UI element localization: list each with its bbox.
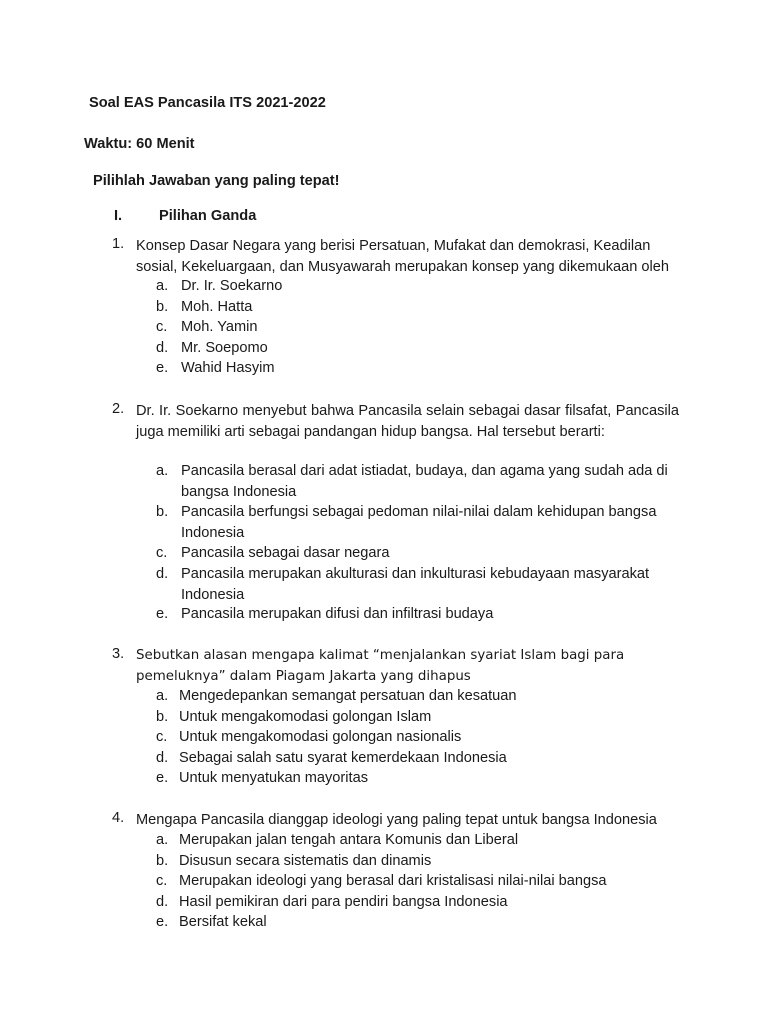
option-letter: d. [156,340,169,356]
option-text: Disusun secara sistematis dan dinamis [179,853,432,869]
option-letter: b. [156,853,169,869]
option-letter: e. [156,360,169,376]
question-text: Konsep Dasar Negara yang berisi Persatuan, Mufakat dan demokrasi, Keadilan sosial, Kekeluargaan, dan Musyawarah merupakan konsep yang dikemukaan oleh [136,238,669,275]
option-text: Moh. Hatta [181,299,253,315]
option-text: Moh. Yamin [181,319,258,335]
option-letter: c. [156,729,168,745]
question-number: 2. [112,401,125,417]
question-number: 4. [112,810,125,826]
option-text: Bersifat kekal [179,914,267,930]
option-letter: e. [156,606,169,622]
option-text: Mengedepankan semangat persatuan dan kesatuan [179,688,517,704]
option-letter: c. [156,545,168,561]
option-text: Pancasila sebagai dasar negara [181,545,390,561]
exam-time: Waktu: 60 Menit [84,136,195,152]
instruction: Pilihlah Jawaban yang paling tepat! [93,173,340,189]
option-text: Merupakan jalan tengah antara Komunis dan Liberal [179,832,519,848]
section-number: I. [114,208,123,224]
question-text: Sebutkan alasan mengapa kalimat “menjalankan syariat Islam bagi para pemeluknya” dalam Piagam Jakarta yang dihapus [136,648,625,684]
option-letter: d. [156,750,169,766]
question-number: 3. [112,646,125,662]
section-title: Pilihan Ganda [159,208,257,224]
question-text: Mengapa Pancasila dianggap ideologi yang paling tepat untuk bangsa Indonesia [136,812,657,828]
option-letter: e. [156,770,169,786]
option-letter: b. [156,299,169,315]
option-letter: d. [156,894,169,910]
option-text: Pancasila berasal dari adat istiadat, budaya, dan agama yang sudah ada di bangsa Indonesia [181,463,668,500]
option-text: Wahid Hasyim [181,360,275,376]
option-text: Pancasila merupakan akulturasi dan inkulturasi kebudayaan masyarakat Indonesia [181,566,650,603]
option-text: Merupakan ideologi yang berasal dari kristalisasi nilai-nilai bangsa [179,873,607,889]
option-text: Untuk mengakomodasi golongan nasionalis [179,729,462,745]
option-text: Pancasila berfungsi sebagai pedoman nilai-nilai dalam kehidupan bangsa Indonesia [181,504,657,541]
option-letter: d. [156,566,169,582]
option-text: Untuk mengakomodasi golongan Islam [179,709,432,725]
option-text: Mr. Soepomo [181,340,268,356]
option-letter: e. [156,914,169,930]
question-number: 1. [112,236,125,252]
option-text: Dr. Ir. Soekarno [181,278,283,294]
option-letter: b. [156,504,169,520]
option-letter: a. [156,688,169,704]
document-title: Soal EAS Pancasila ITS 2021-2022 [89,95,326,111]
option-text: Hasil pemikiran dari para pendiri bangsa Indonesia [179,894,508,910]
question-text: Dr. Ir. Soekarno menyebut bahwa Pancasila selain sebagai dasar filsafat, Pancasila juga memiliki arti sebagai pandangan hidup bangsa. Hal tersebut berarti: [136,403,679,440]
option-letter: b. [156,709,169,725]
option-text: Sebagai salah satu syarat kemerdekaan Indonesia [179,750,507,766]
option-letter: a. [156,278,169,294]
option-text: Pancasila merupakan difusi dan infiltrasi budaya [181,606,494,622]
option-letter: a. [156,463,169,479]
option-text: Untuk menyatukan mayoritas [179,770,368,786]
option-letter: a. [156,832,169,848]
option-letter: c. [156,873,168,889]
option-letter: c. [156,319,168,335]
